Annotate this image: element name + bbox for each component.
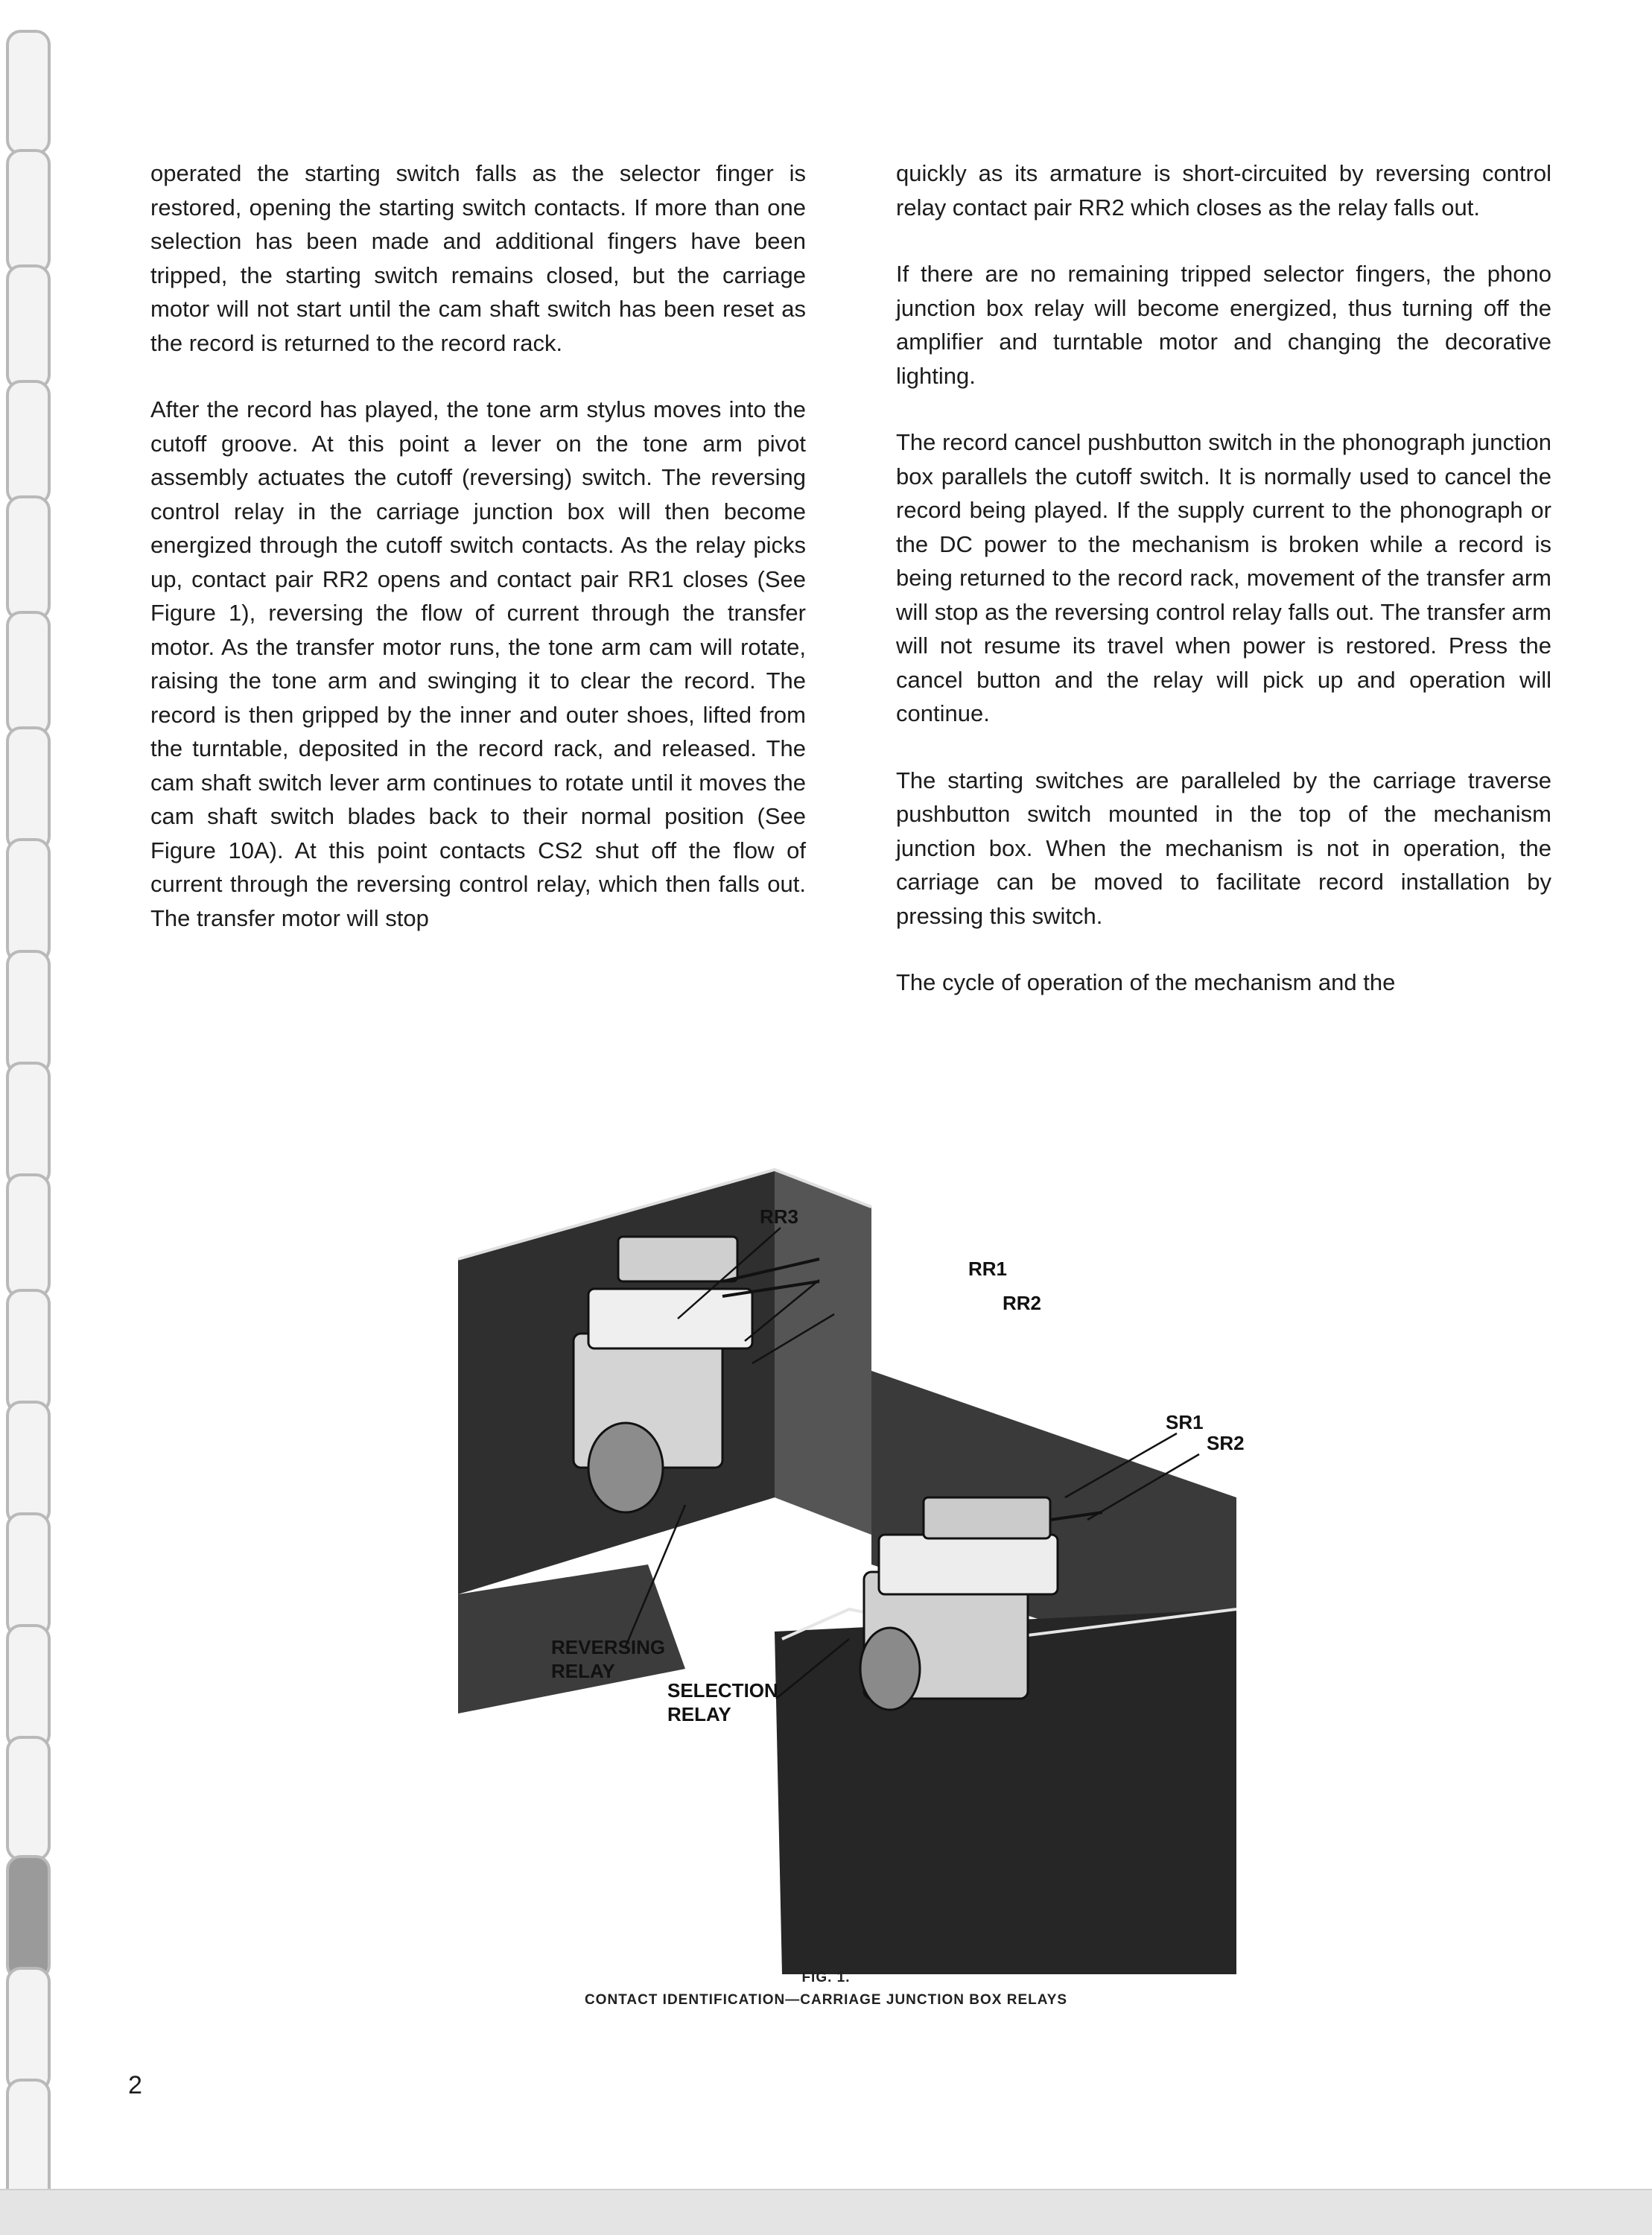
binding-holes [0,0,60,2235]
scan-bottom-edge [0,2189,1652,2235]
paragraph: After the record has played, the tone arm stylus moves into the cutoff groove. At this point a lever on the tone arm pivot assembly actuates the cutoff (reversing) switch. The reversing control relay in the carriage junction box will then become energized through the cutoff switch contacts. As the relay picks up, contact pair RR2 opens and contact pair RR1 closes (See Figure 1), reversing the flow of current through the transfer motor. As the transfer motor runs, the tone arm cam will rotate, raising the tone arm and swinging it to clear the record. The record is then gripped by the inner and outer shoes, lifted from the turntable, deposited in the record rack, and released. The cam shaft switch lever arm continues to rotate until it moves the cam shaft switch blades back to their normal position (See Figure 10A). At this point contacts CS2 shut off the flow of current through the reversing control relay, which then falls out. The transfer motor will stop [150,396,806,931]
binding-hole [6,380,51,505]
binding-hole [6,726,51,852]
binding-hole [6,611,51,736]
left-column [150,156,806,968]
label-selection-relay-line2: RELAY [667,1703,731,1725]
label-rr2: RR2 [1003,1292,1042,1314]
label-sr1: SR1 [1166,1411,1204,1433]
relay-figure [432,1147,1296,1982]
paragraph: The cycle of operation of the mechanism and the [896,969,1396,995]
paragraph: If there are no remaining tripped selector fingers, the phono junction box relay will become energized, thus turning off the amplifier and turntable motor and changing the decorative lighting. [896,261,1551,389]
binding-hole [6,950,51,1075]
binding-hole [6,30,51,155]
label-reversing-relay-line1: REVERSING [551,1636,666,1658]
binding-hole [6,838,51,963]
label-selection-relay-line1: SELECTION [667,1679,778,1702]
junction-box-illustration [432,1147,1296,1982]
page-number: 2 [128,2071,142,2099]
binding-hole [6,1736,51,1861]
binding-hole [6,1624,51,1749]
paragraph: The starting switches are paralleled by the carriage traverse pushbutton switch mounted in the top of the mechanism junction box. When the mechanism is not in operation, the carriage can be moved to facilitate record installation by pressing this switch. [896,767,1551,929]
binding-hole [6,1512,51,1638]
figure-caption-title: FIG. 1. [801,1970,851,1985]
binding-hole [6,1289,51,1414]
label-reversing-relay-line2: RELAY [551,1660,615,1682]
binding-hole [6,149,51,274]
label-sr2: SR2 [1207,1432,1245,1454]
label-rr3: RR3 [760,1205,799,1228]
paragraph: The record cancel pushbutton switch in the phonograph junction box parallels the cutoff switch. It is normally used to cancel the record being played. If the supply current to the phonograph or the DC power to the mechanism is broken while a record is being returned to the record rack, movement of the transfer arm will stop as the reversing control relay falls out. The transfer arm will not resume its travel when power is restored. Press the cancel button and the relay will pick up and operation will continue. [896,429,1551,726]
binding-hole [6,2079,51,2204]
binding-hole [6,1401,51,1526]
figure-caption-text: CONTACT IDENTIFICATION—CARRIAGE JUNCTION BOX RELAYS [584,1992,1068,2008]
paragraph: operated the starting switch falls as the selector finger is restored, opening the starting switch contacts. If more than one selection has been made and additional fingers have been tripped, the starting switch remains closed, but the carriage motor will not start until the cam shaft switch has been reset as the record is returned to the record rack. [150,160,806,356]
binding-hole [6,1855,51,1980]
label-rr1: RR1 [968,1258,1008,1280]
binding-hole [6,264,51,390]
binding-hole [6,1062,51,1187]
binding-hole [6,1173,51,1299]
binding-hole [6,495,51,621]
right-column [896,156,1551,1033]
paragraph: quickly as its armature is short-circuited by reversing control relay contact pair RR2 which closes as the relay falls out. [896,160,1551,221]
